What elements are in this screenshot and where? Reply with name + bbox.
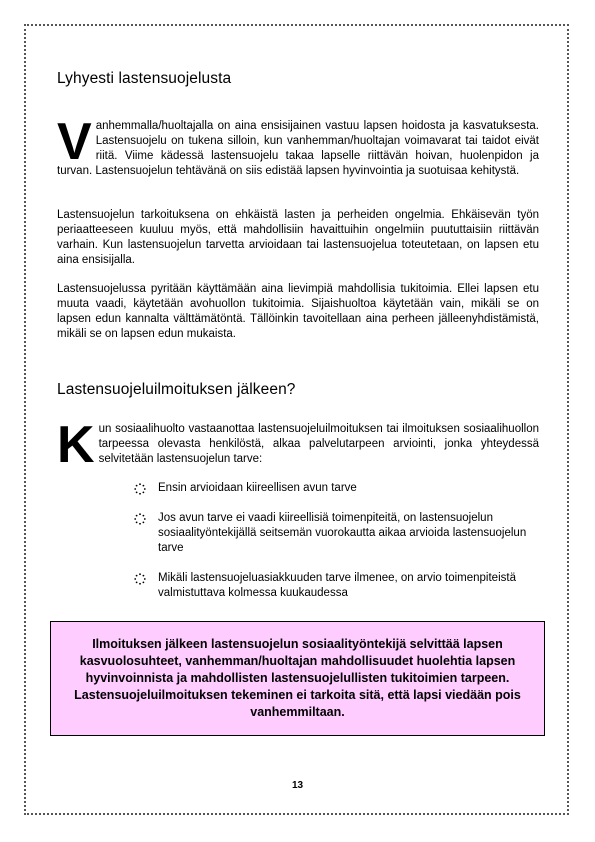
list-item [130, 571, 540, 601]
bullet-text: Mikäli lastensuojeluasiakkuuden tarve ilmenee, on arvio toimenpiteistä valmistuttava kolmessa kuukaudessa [158, 572, 516, 599]
paragraph-purpose: Lastensuojelun tarkoituksena on ehkäistä lasten ja perheiden ongelmia. Ehkäisevän työn periaatteeseen kuuluu myös, että mahdollisiin havaittuihin ongelmiin puututtaisiin riittävän varhain. Kun lastensuojelun tarvetta arvioidaan tai lastensuojelua toteutetaan, on lapsen etu aina ensisijalla. [57, 209, 539, 266]
list-item [130, 481, 540, 496]
page-number: 13 [291, 780, 304, 791]
paragraph-assessment-text: un sosiaalihuolto vastaanottaa lastensuojeluilmoituksen tai ilmoituksen sosiaalihuollon tarpeessa olevasta henkilöstä, alkaa palvelutarpeen arviointi, jonka yhteydessä selvitetään lastensuojelun tarve: [98, 423, 539, 465]
bullet-text: Jos avun tarve ei vaadi kiireellisiä toimenpiteitä, on lastensuojelun sosiaalityöntekijällä seitsemän vuorokautta aikaa arvioida lastensuojelun tarve [158, 512, 527, 554]
paragraph-intro-text: anhemmalla/huoltajalla on aina ensisijainen vastuu lapsen hoidosta ja kasvatuksesta. Lastensuojelu on tukena silloin, kun vanhemman/huoltajan voimavarat tai taidot eivät riitä. Viime kädessä lastensuojelu takaa lapselle riittävän hoivan, huolenpidon ja turvan. Lastensuojelun tehtävänä on siis edistää lapsen hyvinvointia ja suotuisaa kehitystä. [57, 120, 539, 177]
section-title-ilmoituksen-jalkeen: Lastensuojeluilmoituksen jälkeen? [57, 381, 296, 398]
dropcap-v: V [57, 113, 92, 171]
paragraph-intro [57, 113, 539, 179]
dotted-circle-bullet-icon [134, 513, 146, 525]
callout-text: Ilmoituksen jälkeen lastensuojelun sosiaalityöntekijä selvittää lapsen kasvuolosuhteet, vanhemman/huoltajan mahdollisuudet huolehtia lapsen hyvinvoinnista ja mahdollisten lastensuojelullisten tukitoimien tarpeen. Lastensuojeluilmoituksen tekeminen ei tarkoita sitä, että lapsi viedään pois vanhemmiltaan. [74, 637, 521, 719]
bullet-text: Ensin arvioidaan kiireellisen avun tarve [158, 482, 357, 494]
assessment-bullet-list [130, 481, 540, 616]
paragraph-support-measures: Lastensuojelussa pyritään käyttämään aina lievimpiä mahdollisia tukitoimia. Ellei lapsen etu muuta vaadi, käytetään avohuollon tukitoimia. Sijaishuoltoa käytetään vain, mikäli se on lapsen edun kannalta välttämätöntä. Tällöinkin tavoitellaan aina perheen jälleenyhdistämistä, mikäli se on lapsen edun mukaista. [57, 283, 539, 340]
paragraph-assessment [57, 416, 539, 474]
dotted-circle-bullet-icon [134, 573, 146, 585]
dropcap-k: K [57, 416, 95, 474]
section-title-lyhyesti: Lyhyesti lastensuojelusta [57, 70, 232, 87]
dotted-circle-bullet-icon [134, 483, 146, 495]
list-item [130, 511, 540, 556]
highlight-callout-box [50, 621, 545, 736]
